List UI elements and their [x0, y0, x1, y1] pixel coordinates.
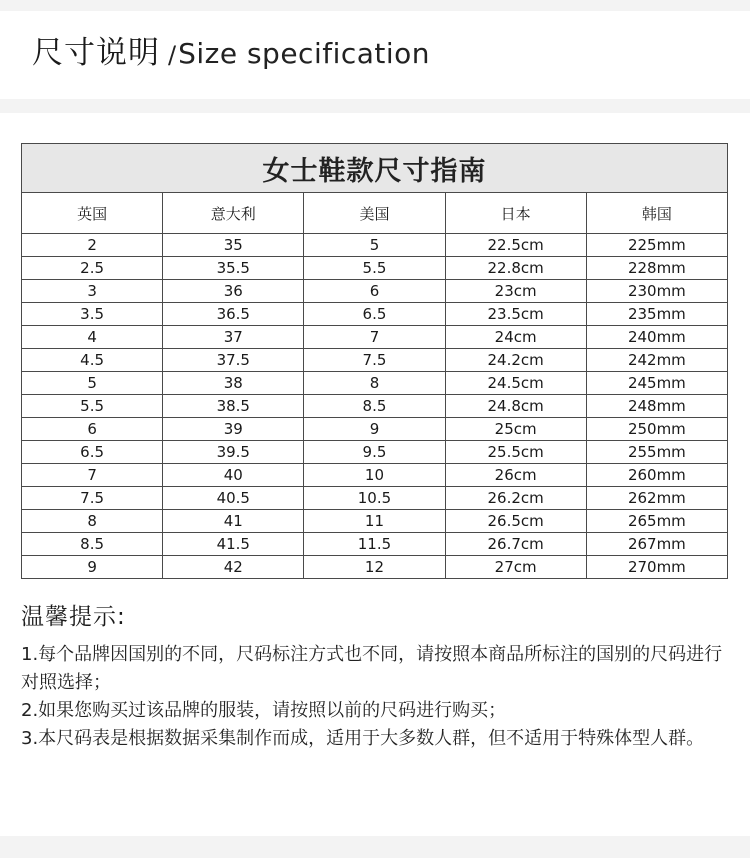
table-row [22, 441, 728, 464]
table-caption-row [22, 144, 728, 193]
cell-korea: 260mm [586, 464, 727, 487]
table-row [22, 326, 728, 349]
cell-korea: 228mm [586, 257, 727, 280]
cell-italy: 39 [163, 418, 304, 441]
cell-korea: 270mm [586, 556, 727, 579]
cell-japan: 24cm [445, 326, 586, 349]
cell-italy: 40.5 [163, 487, 304, 510]
cell-korea: 230mm [586, 280, 727, 303]
cell-japan: 26cm [445, 464, 586, 487]
cell-us: 6 [304, 280, 445, 303]
cell-japan: 26.7cm [445, 533, 586, 556]
cell-italy: 41.5 [163, 533, 304, 556]
section-divider-band [0, 99, 750, 113]
bottom-band [0, 836, 750, 858]
cell-japan: 22.8cm [445, 257, 586, 280]
title-separator: / [168, 41, 177, 69]
cell-uk: 7 [22, 464, 163, 487]
size-table-container [21, 143, 728, 579]
cell-us: 7 [304, 326, 445, 349]
cell-japan: 24.2cm [445, 349, 586, 372]
cell-uk: 7.5 [22, 487, 163, 510]
cell-italy: 41 [163, 510, 304, 533]
cell-japan: 23cm [445, 280, 586, 303]
table-row [22, 418, 728, 441]
cell-italy: 38 [163, 372, 304, 395]
tip-item: 3.本尺码表是根据数据采集制作而成，适用于大多数人群，但不适用于特殊体型人群。 [21, 728, 705, 749]
cell-korea: 225mm [586, 234, 727, 257]
column-header-uk: 英国 [22, 193, 163, 234]
cell-japan: 24.5cm [445, 372, 586, 395]
cell-us: 10.5 [304, 487, 445, 510]
cell-korea: 265mm [586, 510, 727, 533]
cell-us: 9 [304, 418, 445, 441]
cell-us: 6.5 [304, 303, 445, 326]
cell-uk: 5 [22, 372, 163, 395]
cell-uk: 4.5 [22, 349, 163, 372]
table-row [22, 487, 728, 510]
cell-us: 10 [304, 464, 445, 487]
page-title-cn: 尺寸说明 [32, 35, 160, 71]
cell-uk: 3.5 [22, 303, 163, 326]
cell-italy: 35.5 [163, 257, 304, 280]
cell-uk: 2 [22, 234, 163, 257]
cell-korea: 250mm [586, 418, 727, 441]
cell-italy: 42 [163, 556, 304, 579]
cell-korea: 235mm [586, 303, 727, 326]
cell-japan: 26.5cm [445, 510, 586, 533]
column-header-korea: 韩国 [586, 193, 727, 234]
cell-italy: 40 [163, 464, 304, 487]
cell-italy: 37.5 [163, 349, 304, 372]
header [0, 11, 750, 99]
table-caption: 女士鞋款尺寸指南 [22, 144, 728, 193]
cell-japan: 25cm [445, 418, 586, 441]
cell-italy: 36.5 [163, 303, 304, 326]
cell-italy: 37 [163, 326, 304, 349]
cell-japan: 26.2cm [445, 487, 586, 510]
cell-us: 5 [304, 234, 445, 257]
cell-japan: 23.5cm [445, 303, 586, 326]
cell-uk: 8 [22, 510, 163, 533]
tip-item: 1.每个品牌因国别的不同，尺码标注方式也不同，请按照本商品所标注的国别的尺码进行对照选择； [21, 644, 723, 693]
cell-uk: 8.5 [22, 533, 163, 556]
cell-us: 8 [304, 372, 445, 395]
table-header-row [22, 193, 728, 234]
cell-korea: 262mm [586, 487, 727, 510]
cell-uk: 5.5 [22, 395, 163, 418]
cell-korea: 248mm [586, 395, 727, 418]
cell-korea: 240mm [586, 326, 727, 349]
column-header-italy: 意大利 [163, 193, 304, 234]
top-band [0, 0, 750, 11]
cell-us: 5.5 [304, 257, 445, 280]
cell-japan: 27cm [445, 556, 586, 579]
page-title-en: Size specification [178, 37, 431, 70]
cell-korea: 242mm [586, 349, 727, 372]
table-row [22, 556, 728, 579]
tips-section [21, 598, 733, 753]
table-row [22, 257, 728, 280]
column-header-us: 美国 [304, 193, 445, 234]
table-row [22, 280, 728, 303]
cell-uk: 6 [22, 418, 163, 441]
table-row [22, 464, 728, 487]
table-row [22, 303, 728, 326]
cell-us: 11.5 [304, 533, 445, 556]
table-row [22, 349, 728, 372]
tip-item: 2.如果您购买过该品牌的服装，请按照以前的尺码进行购买； [21, 700, 507, 721]
cell-us: 8.5 [304, 395, 445, 418]
cell-japan: 25.5cm [445, 441, 586, 464]
cell-korea: 267mm [586, 533, 727, 556]
cell-italy: 36 [163, 280, 304, 303]
page-title [32, 33, 430, 78]
cell-italy: 39.5 [163, 441, 304, 464]
cell-japan: 22.5cm [445, 234, 586, 257]
table-row [22, 372, 728, 395]
cell-us: 7.5 [304, 349, 445, 372]
cell-korea: 245mm [586, 372, 727, 395]
cell-uk: 6.5 [22, 441, 163, 464]
cell-uk: 9 [22, 556, 163, 579]
cell-uk: 4 [22, 326, 163, 349]
table-row [22, 533, 728, 556]
cell-japan: 24.8cm [445, 395, 586, 418]
cell-korea: 255mm [586, 441, 727, 464]
cell-us: 11 [304, 510, 445, 533]
column-header-japan: 日本 [445, 193, 586, 234]
cell-us: 9.5 [304, 441, 445, 464]
size-table [21, 143, 728, 579]
cell-italy: 35 [163, 234, 304, 257]
tips-title: 温馨提示: [21, 604, 126, 630]
cell-italy: 38.5 [163, 395, 304, 418]
table-row [22, 234, 728, 257]
cell-uk: 3 [22, 280, 163, 303]
table-row [22, 395, 728, 418]
cell-us: 12 [304, 556, 445, 579]
table-row [22, 510, 728, 533]
cell-uk: 2.5 [22, 257, 163, 280]
